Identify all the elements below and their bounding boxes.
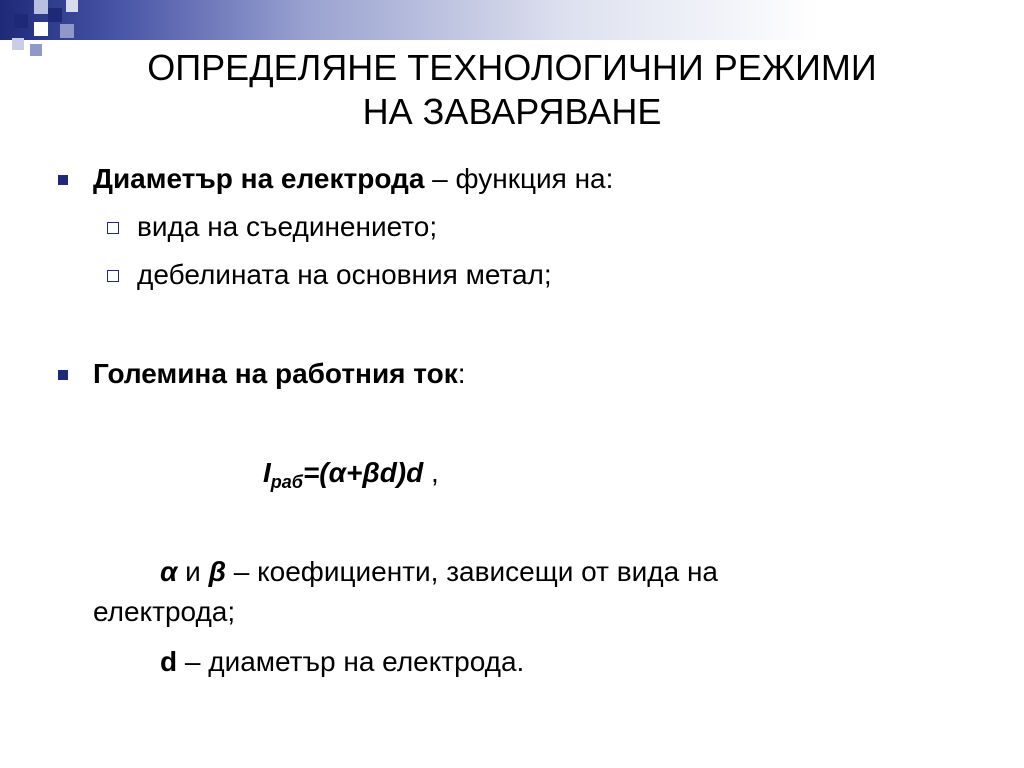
slide-title bbox=[60, 46, 964, 134]
sub-item: вида на съединението; bbox=[137, 211, 438, 242]
title-line-2: НА ЗАВАРЯВАНЕ bbox=[362, 91, 662, 132]
formula-expression: =(α+βd)d bbox=[302, 457, 424, 488]
decor-square bbox=[34, 22, 48, 36]
bullet-bold-text: Големина на работния ток bbox=[93, 358, 458, 389]
bullet-working-current bbox=[93, 357, 466, 391]
coefficients-explanation-wrap: електрода; bbox=[93, 596, 236, 627]
hollow-square-bullet-icon bbox=[107, 222, 119, 234]
current-formula bbox=[263, 456, 439, 490]
title-line-1: ОПРЕДЕЛЯНЕ ТЕХНОЛОГИЧНИ РЕЖИМИ bbox=[147, 47, 877, 88]
top-decor-band bbox=[0, 0, 1024, 40]
formula-trail: , bbox=[423, 457, 439, 488]
decor-square bbox=[48, 8, 62, 22]
decor-square bbox=[30, 44, 42, 56]
decor-square bbox=[60, 24, 74, 38]
bullet-rest-text: – функция на: bbox=[424, 163, 614, 194]
hollow-square-bullet-icon bbox=[107, 270, 119, 282]
diameter-explanation bbox=[160, 645, 524, 679]
bullet-bold-text: Диаметър на електрода bbox=[93, 163, 425, 194]
sub-item: дебелината на основния метал; bbox=[137, 259, 552, 290]
bullet-rest-text: : bbox=[457, 358, 466, 389]
d-symbol: d bbox=[160, 646, 178, 677]
beta-symbol: β bbox=[208, 556, 226, 587]
coefficients-text: – коефициенти, зависещи от вида на bbox=[225, 556, 718, 587]
decor-square bbox=[12, 38, 24, 50]
decor-square bbox=[34, 0, 48, 14]
formula-symbol: I bbox=[263, 457, 271, 488]
coefficients-explanation bbox=[160, 555, 718, 589]
decor-square bbox=[14, 14, 28, 28]
bullet-square-icon bbox=[58, 370, 68, 380]
bullet-square-icon bbox=[58, 175, 68, 185]
bullet-electrode-diameter bbox=[93, 162, 613, 196]
decor-square bbox=[66, 0, 78, 12]
and-text: и bbox=[177, 556, 209, 587]
diameter-text: – диаметър на електрода. bbox=[177, 646, 525, 677]
formula-subscript: раб bbox=[270, 472, 303, 492]
alpha-symbol: α bbox=[160, 556, 178, 587]
